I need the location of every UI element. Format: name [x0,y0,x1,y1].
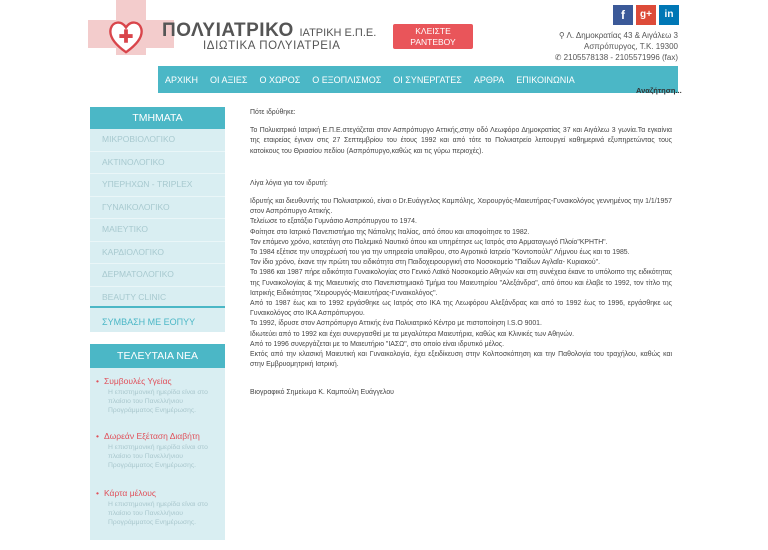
nav-item-partners[interactable]: ΟΙ ΣΥΝΕΡΓΑΤΕΣ [393,74,462,85]
nav-item-articles[interactable]: ΑΡΘΡΑ [473,74,505,85]
facebook-icon[interactable]: f [613,5,633,25]
contact-info [540,30,678,63]
search-input[interactable]: Αναζήτηση... [636,86,682,95]
location-pin-icon: ⚲ [558,31,567,40]
phone-icon: ✆ [554,53,564,62]
bio-line: Από το 1996 συνεργάζεται με το Μαιευτήριο "ΙΑΣΩ", στο οποίο είναι ιδρυτικό μέλος. [250,340,505,348]
address-line-1: ⚲ Λ. Δημοκρατίας 43 & Αιγάλεω 3 [558,31,678,40]
appointment-label-line1: ΚΛΕΙΣΤΕ [415,26,451,36]
site-subtitle: ΙΔΙΩΤΙΚΑ ΠΟΛΥΙΑΤΡΕΙΑ [203,40,341,52]
sidebar-item-gynecology[interactable]: ΓΥΝΑΙΚΟΛΟΓΙΚΟ [90,197,225,220]
news-item-text: Η επιστημονική ημερίδα είναι στο πλαίσιο του Πανελλήνιου Προγράμματος Ενημέρωσης. [108,501,208,526]
heart-logo-icon [107,18,145,56]
book-appointment-button[interactable] [393,24,473,49]
site-title-main: ΠΟΛΥΙΑΤΡΙΚΟ [162,20,294,41]
news-item-text: Η επιστημονική ημερίδα είναι στο πλαίσιο του Πανελλήνιου Προγράμματος Ενημέρωσης. [108,389,208,414]
sidebar-item-microbiology[interactable]: ΜΙΚΡΟΒΙΟΛΟΓΙΚΟ [90,129,225,152]
bio-line: Το 1992, ίδρυσε στον Ασπρόπυργο Αττικής ένα Πολυιατρικό Κέντρο με πιστοποίηση I.S.O 9001. [250,320,542,328]
phone-line: ✆ 2105578138 - 2105571996 (fax) [554,53,678,62]
sidebar-item-obstetrics[interactable]: ΜΑΙΕΥΤΙΚΟ [90,219,225,242]
bio-line: Το 1984 εξέτισε την υποχρέωσή του για την υπηρεσία υπαίθρου, στο Αγροτικό Ιατρείο "Κοντοπούλι" Λήμνου έως και το 1985. [250,249,630,257]
news-item-title[interactable]: • Δωρεάν Εξέταση Διαβήτη [96,431,221,441]
sidebar-item-dermatology[interactable]: ΔΕΡΜΑΤΟΛΟΓΙΚΟ [90,264,225,287]
main-content [250,108,672,399]
news-item-title[interactable]: • Κάρτα μέλους [96,488,221,498]
bio-line: Τελείωσε το εξατάξιο Γυμνάσιο Ασπρόπυργου το 1974. [250,218,417,226]
sidebar-item-radiology[interactable]: ΑΚΤΙΝΟΛΟΓΙΚΟ [90,152,225,175]
linkedin-icon[interactable]: in [659,5,679,25]
eopyy-contract-link[interactable]: ΣΥΜΒΑΣΗ ΜΕ ΕΟΠΥΥ [90,306,225,332]
nav-item-contact[interactable]: ΕΠΙΚΟΙΝΩΝΙΑ [516,74,575,85]
bio-line: Τον ίδιο χρόνο, έκανε την πρώτη του ειδικότητα στη Παιδοχειρουργική στο Νοσοκομείο "Παίδων Αγλαΐα- Κυριακού". [250,259,600,267]
bio-line: Ιδιωτεύει από το 1992 και έχει συνεργασθεί με τα μεγαλύτερα Μαιευτήρια, καθώς και Κλινικές των Αθηνών. [250,330,575,338]
google-plus-icon[interactable]: g+ [636,5,656,25]
bio-line: Το 1986 και 1987 πήρε ειδικότητα Γυναικολογίας στο Γενικό Λαϊκό Νοσοκομείο Αθηνών και στη συνέχεια έκανε το υπόλοιπο της ειδικότητας της Γυναικολογίας & της Μαιευτικής στο Πανεπιστημιακό Τμήμα του Μαιευτηρίου "Αλεξάνδρα", από όπου και έλαβε το 1992, τον τίτλο της Ιατρικής Ειδικότητας "Χειρουργός-Μαιευτήρας-Γυναικολόγος". [250,269,673,297]
cv-link[interactable]: Βιογραφικό Σημείωμα Κ. Καμπούλη Ευάγγελου [250,389,394,397]
appointment-label-line2: ΡΑΝΤΕΒΟΥ [410,37,456,47]
departments-heading: ΤΜΗΜΑΤΑ [90,107,225,129]
main-nav [158,66,678,93]
site-title-suffix: ΙΑΤΡΙΚΗ Ε.Π.Ε. [299,27,377,39]
founder-paragraph: Ιδρυτής και διευθυντής του Πολυιατρικού, είναι ο Dr.Ευάγγελος Καμπόλης, Χειρουργός-Μαιευτήρας-Γυναικολόγος γεννημένος την 1/1/1957 στον Ασπρόπυργο Αττικής. [250,198,672,216]
news-item[interactable] [96,488,221,527]
nav-item-space[interactable]: Ο ΧΩΡΟΣ [259,74,301,85]
bio-line: Φοίτησε στο Ιατρικό Πανεπιστήμιο της Νάπολης Ιταλίας, από όπου και αποφοίτησε το 1982. [250,228,530,236]
sidebar-item-ultrasound[interactable]: ΥΠΕΡΗΧΩΝ - TRIPLEX [90,174,225,197]
founder-heading: Λίγα λόγια για τον ιδρυτή: [250,179,328,187]
news-item[interactable] [96,376,221,415]
departments-list [90,129,225,309]
bio-line: Εκτός από την κλασική Μαιευτική και Γυναικολογία, έχει εξειδίκευση στην Κολποσκόπηση και την Παθολογία του τραχήλου, καθώς και στην Εμβρυομητρική Ιατρική. [250,351,672,369]
nav-item-home[interactable]: ΑΡΧΙΚΗ [165,74,199,85]
nav-item-values[interactable]: ΟΙ ΑΞΙΕΣ [210,74,248,85]
bio-line: Τον επόμενο χρόνο, κατετάγη στο Πολεμικό Ναυτικό όπου και υπηρέτησε ως Ιατρός στο Αρματαγωγό Πλοίο"ΚΡΗΤΗ". [250,238,608,246]
nav-item-equipment[interactable]: Ο ΕΞΟΠΛΙΣΜΟΣ [312,74,382,85]
news-item-title[interactable]: • Συμβουλές Υγείας [96,376,221,386]
sidebar-item-beauty-clinic[interactable]: BEAUTY CLINIC [90,287,225,310]
founded-text: Το Πολυιατρικό Ιατρική Ε.Π.Ε.στεγάζεται στον Ασπρόπυργο Αττικής,στην οδό Λεωφόρο Δημοκρατίας 37 και Αιγάλεω 3 γωνία.Τα εγκαίνια της εταιρείας έγιναν στις 27 Σεπτεμβρίου του έτους 1992 και από τότε το Πολυιατρείο λειτουργεί καθημερινά εξυπηρετώντας τους κατοίκους του Θριασίου πεδίου (Ασπρόπυργο,καθώς και τις γύρω περιοχές). [250,127,672,155]
founded-heading: Πότε ιδρύθηκε: [250,109,296,116]
latest-news-list [90,368,225,540]
sidebar-item-cardiology[interactable]: ΚΑΡΔΙΟΛΟΓΙΚΟ [90,242,225,265]
news-item[interactable] [96,431,221,470]
news-item-text: Η επιστημονική ημερίδα είναι στο πλαίσιο του Πανελλήνιου Προγράμματος Ενημέρωσης. [108,444,208,469]
latest-news-heading: ΤΕΛΕΥΤΑΙΑ ΝΕΑ [90,344,225,368]
bio-line: Από το 1987 έως και το 1992 εργάσθηκε ως Ιατρός στο ΙΚΑ της Λεωφόρου Αλεξάνδρας και από το 1992 έως το 1996, εργάσθηκε ως Γυναικολόγος στο ΙΚΑ Ασπρόπυργου. [250,300,672,318]
address-line-2: Ασπρόπυργος, Τ.Κ. 19300 [584,42,678,51]
site-title [162,20,376,42]
